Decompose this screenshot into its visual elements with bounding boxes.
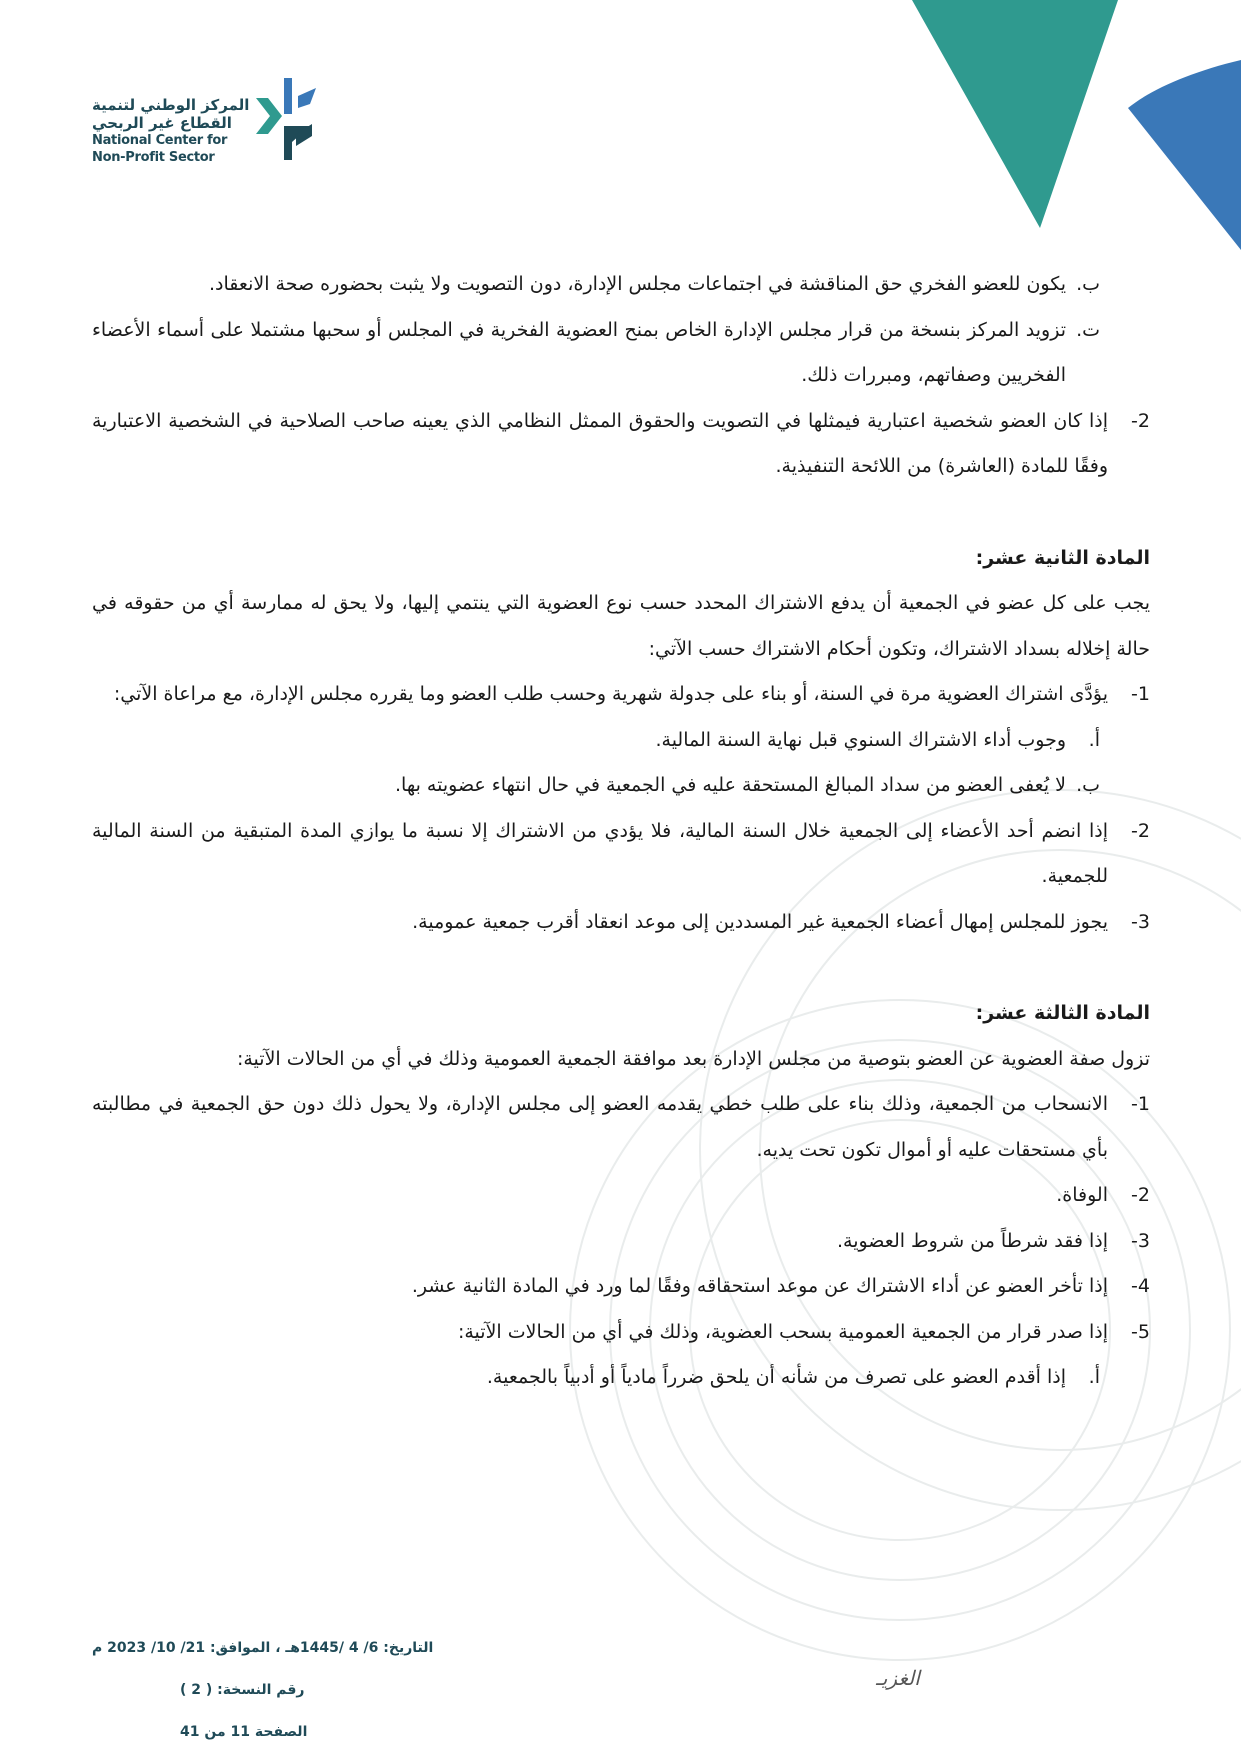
list-item-text: الانسحاب من الجمعية، وذلك بناء على طلب خطي يقدمه العضو إلى مجلس الإدارة، ولا يحول ذلك دون حق الجمعية في مطالبته بأي مستحقات عليه أو أموال تكون تحت يديه. — [92, 1093, 1108, 1161]
list-marker: 2- — [1131, 819, 1150, 842]
footer-date: التاريخ: 6/ 4 /1445هـ ، الموافق: 21/ 10/ 2023 م — [92, 1640, 434, 1656]
list-marker: 2- — [1131, 1184, 1150, 1206]
list-item — [92, 1173, 1150, 1219]
list-item — [92, 1082, 1150, 1173]
list-item-text: وجوب أداء الاشتراك السنوي قبل نهاية السنة المالية. — [655, 728, 1066, 751]
list-marker: أ. — [1088, 728, 1100, 751]
list-item — [92, 763, 1100, 809]
list-item-text: إذا فقد شرطاً من شروط العضوية. — [836, 1229, 1108, 1252]
list-marker: ب. — [1076, 774, 1100, 796]
list-item — [92, 1264, 1150, 1310]
list-marker: 3- — [1131, 1229, 1150, 1252]
list-item-text: إذا صدر قرار من الجمعية العمومية بسحب العضوية، وذلك في أي من الحالات الآتية: — [457, 1320, 1108, 1343]
logo-text — [92, 96, 252, 166]
list-item-text: الوفاة. — [1056, 1184, 1108, 1206]
list-marker: ب. — [1076, 273, 1100, 295]
list-item — [92, 1355, 1100, 1401]
logo-arabic-line-1: المركز الوطني لتنمية — [92, 96, 250, 114]
list-item-text: لا يُعفى العضو من سداد المبالغ المستحقة عليه في الجمعية في حال انتهاء عضويته بها. — [395, 774, 1066, 796]
list-item-text: إذا أقدم العضو على تصرف من شأنه أن يلحق ضرراً مادياً أو أدبياً بالجمعية. — [486, 1366, 1066, 1388]
list-item-text: إذا تأخر العضو عن أداء الاشتراك عن موعد استحقاقه وفقًا لما ورد في المادة الثانية عشر. — [411, 1275, 1108, 1297]
article-12-intro: يجب على كل عضو في الجمعية أن يدفع الاشتراك المحدد حسب نوع العضوية التي ينتمي إليها، ولا يحق له ممارسة أي من حقوقه في حالة إخلاله بسداد الاشتراك، وتكون أحكام الاشتراك حسب الآتي: — [92, 592, 1150, 660]
footer-version: رقم النسخة: ( 2 ) — [180, 1682, 305, 1698]
footer-page-number: الصفحة 11 من 41 — [180, 1724, 308, 1740]
list-item — [92, 1219, 1150, 1265]
list-item — [92, 900, 1150, 946]
article-12-heading: المادة الثانية عشر: — [975, 546, 1150, 569]
list-item — [92, 672, 1150, 718]
list-item-text: يكون للعضو الفخري حق المناقشة في اجتماعات مجلس الإدارة، دون التصويت ولا يثبت بحضوره صحة الانعقاد. — [209, 273, 1066, 295]
list-marker: أ. — [1088, 1366, 1100, 1388]
organization-logo — [92, 78, 332, 188]
document-body — [92, 262, 1150, 1401]
logo-arabic-line-2: القطاع غير الربحي — [92, 114, 232, 132]
list-item-text: إذا كان العضو شخصية اعتبارية فيمثلها في التصويت والحقوق الممثل النظامي الذي يعينه صاحب الصلاحية في الشخصية الاعتبارية وفقًا للمادة (العاشرة) من اللائحة التنفيذية. — [92, 409, 1108, 477]
article-13-heading: المادة الثالثة عشر: — [975, 1002, 1150, 1024]
list-item — [92, 1310, 1150, 1356]
article-13-intro: تزول صفة العضوية عن العضو بتوصية من مجلس الإدارة بعد موافقة الجمعية العمومية وذلك في أي من الحالات الآتية: — [236, 1047, 1150, 1070]
list-marker: 4- — [1131, 1275, 1150, 1297]
logo-english-line-2: Non-Profit Sector — [92, 150, 215, 165]
list-item-text: يؤدَّى اشتراك العضوية مرة في السنة، أو بناء على جدولة شهرية وحسب طلب العضو وما يقرره مجلس الإدارة، مع مراعاة الآتي: — [113, 683, 1108, 705]
list-item — [92, 308, 1100, 399]
list-item — [92, 399, 1150, 490]
list-marker: 3- — [1131, 910, 1150, 933]
signature: الغزيـ — [876, 1666, 920, 1690]
list-item — [92, 262, 1100, 308]
list-item-text: إذا انضم أحد الأعضاء إلى الجمعية خلال السنة المالية، فلا يؤدي من الاشتراك إلا نسبة ما يوازي المدة المتبقية من السنة المالية للجمعية. — [92, 819, 1108, 887]
list-item-text: يجوز للمجلس إمهال أعضاء الجمعية غير المسددين إلى موعد انعقاد أقرب جمعية عمومية. — [412, 910, 1108, 933]
list-item-text: تزويد المركز بنسخة من قرار مجلس الإدارة الخاص بمنح العضوية الفخرية في المجلس أو سحبها مشتملا على أسماء الأعضاء الفخريين وصفاتهم، ومبررات ذلك. — [92, 318, 1066, 386]
list-item — [92, 718, 1100, 764]
list-marker: 1- — [1131, 1093, 1150, 1115]
list-marker: 5- — [1131, 1320, 1150, 1343]
ncnp-logo-icon — [252, 78, 332, 183]
list-marker: ت. — [1076, 318, 1100, 341]
list-item — [92, 809, 1150, 900]
list-marker: 1- — [1131, 683, 1150, 705]
list-marker: 2- — [1131, 409, 1150, 432]
logo-english-line-1: National Center for — [92, 133, 228, 148]
